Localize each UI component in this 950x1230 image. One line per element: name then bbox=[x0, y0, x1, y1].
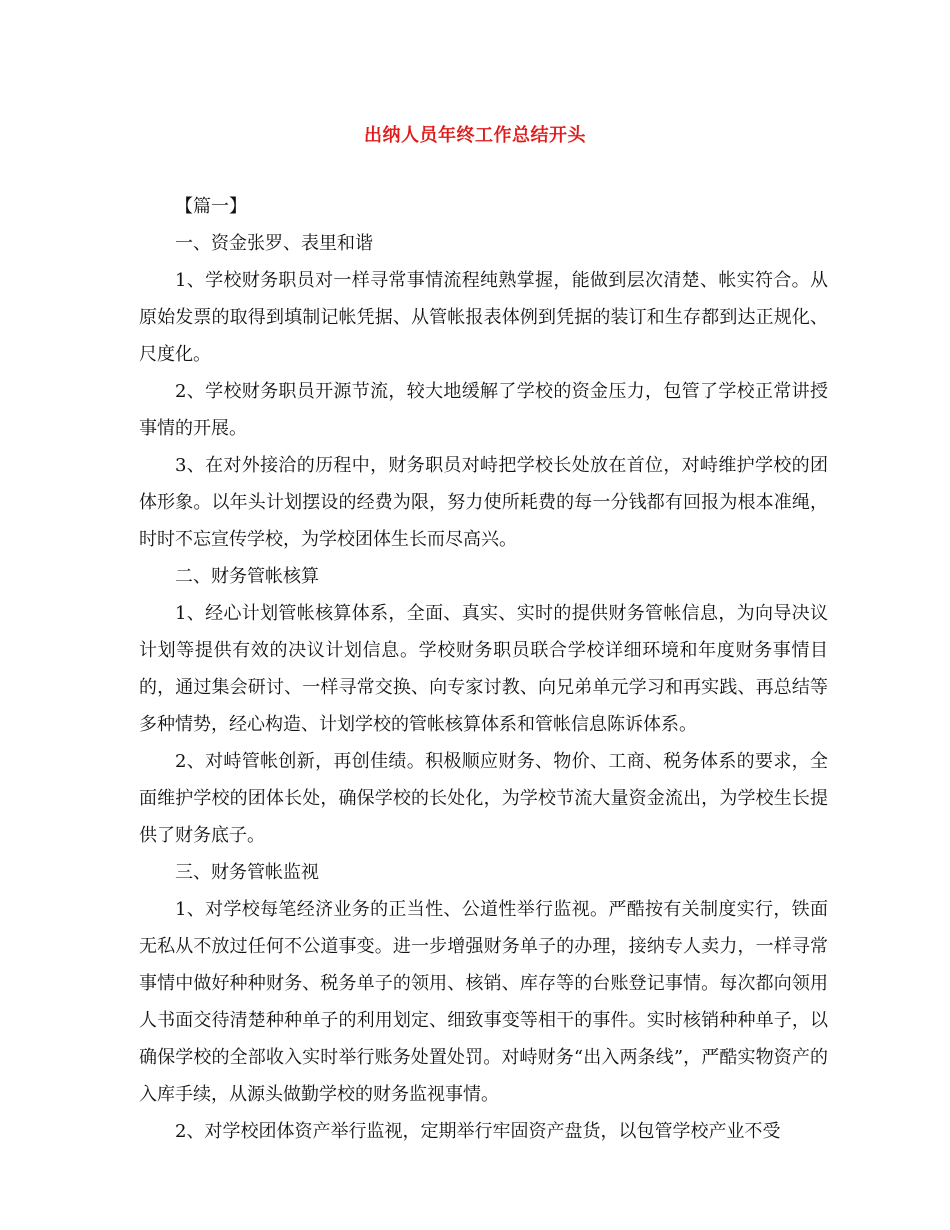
paragraph: 1、对学校每笔经济业务的正当性、公道性举行监视。严酷按有关制度实行，铁面无私从不放过任何不公道事变。进一步增强财务单子的办理，接纳专人卖力，一样寻常事情中做好种种财务、税务单子的领用、核销、库存等的台账登记事情。每次都向领用人书面交待清楚种种单子的利用划定、细致事变等相干的事件。实时核销种种单子，以确保学校的全部收入实时举行账务处置处罚。对峙财务“出入两条线”，严酷实物资产的入库手续，从源头做勤学校的财务监视事情。 bbox=[139, 899, 828, 1105]
paragraph: 2、对峙管帐创新，再创佳绩。积极顺应财务、物价、工商、税务体系的要求，全面维护学校的团体长处，确保学校的长处化，为学校节流大量资金流出，为学校生长提供了财务底子。 bbox=[139, 751, 828, 846]
document-title: 出纳人员年终工作总结开头 bbox=[364, 125, 586, 146]
chapter-heading: 【篇一】 bbox=[175, 196, 247, 217]
paragraph: 1、经心计划管帐核算体系，全面、真实、实时的提供财务管帐信息，为向导决议计划等提供有效的决议计划信息。学校财务职员联合学校详细环境和年度财务事情目的，通过集会研讨、一样寻常交换、向专家讨教、向兄弟单元学习和再实践、再总结等多种情势，经心构造、计划学校的管帐核算体系和管帐信息陈诉体系。 bbox=[139, 603, 828, 735]
paragraph: 3、在对外接洽的历程中，财务职员对峙把学校长处放在首位，对峙维护学校的团体形象。以年头计划摆设的经费为限，努力使所耗费的每一分钱都有回报为根本准绳，时时不忘宣传学校，为学校团体生长而尽高兴。 bbox=[139, 455, 828, 550]
section-heading-3: 三、财务管帐监视 bbox=[175, 862, 319, 883]
paragraph: 1、学校财务职员对一样寻常事情流程纯熟掌握，能做到层次清楚、帐实符合。从原始发票的取得到填制记帐凭据、从管帐报表体例到凭据的装订和生存都到达正规化、尺度化。 bbox=[139, 270, 828, 365]
paragraph: 2、学校财务职员开源节流，较大地缓解了学校的资金压力，包管了学校正常讲授事情的开展。 bbox=[139, 381, 828, 439]
paragraph: 2、对学校团体资产举行监视，定期举行牢固资产盘货，以包管学校产业不受 bbox=[175, 1121, 781, 1142]
section-heading-2: 二、财务管帐核算 bbox=[175, 566, 319, 587]
section-heading-1: 一、资金张罗、表里和谐 bbox=[175, 233, 373, 254]
document-body bbox=[139, 188, 828, 1150]
